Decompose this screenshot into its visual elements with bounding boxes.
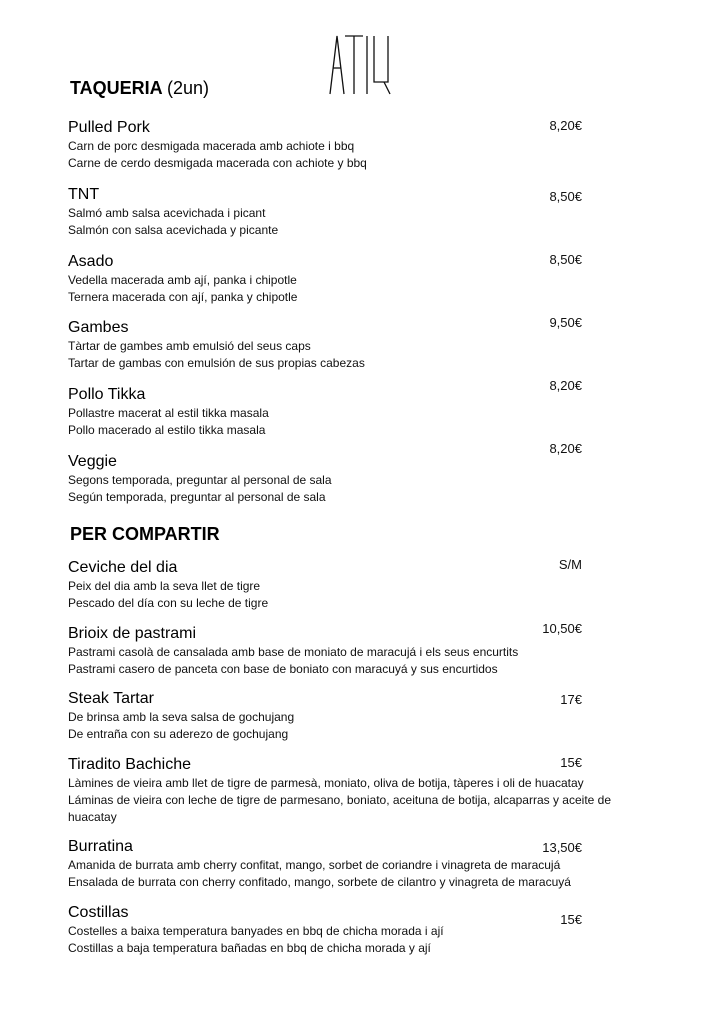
item-price: 10,50€ — [542, 621, 582, 636]
item-desc-es: Pastrami casero de panceta con base de boniato con maracuyá y sus encurtidos — [68, 662, 498, 676]
item-price: S/M — [558, 557, 582, 572]
item-price: 8,20€ — [549, 118, 582, 133]
item-desc-es: Ensalada de burrata con cherry confitado, mango, sorbete de cilantro y vinagreta de maracuyá — [68, 875, 571, 889]
item-name: Steak Tartar — [68, 690, 154, 707]
item-desc-ca: Costelles a baixa temperatura banyades en bbq de chicha morada i ají — [68, 924, 444, 938]
item-name: Gambes — [68, 319, 129, 336]
item-price: 8,20€ — [549, 378, 582, 393]
item-desc-es: Carne de cerdo desmigada macerada con achiote y bbq — [68, 156, 367, 170]
atiq-logo — [328, 34, 394, 96]
item-desc-ca: Pastrami casolà de cansalada amb base de moniato de maracujá i els seus encurtits — [68, 645, 519, 659]
section-quantity: (2un) — [167, 78, 210, 98]
item-name: TNT — [68, 186, 100, 203]
item-price: 15€ — [560, 912, 582, 927]
item-desc-ca: Pollastre macerat al estil tikka masala — [68, 406, 269, 420]
item-desc-es: Tartar de gambas con emulsión de sus propias cabezas — [68, 356, 365, 370]
item-name: Costillas — [68, 904, 129, 921]
menu-item-veggie — [68, 452, 668, 506]
item-desc-ca: Làmines de vieira amb llet de tigre de parmesà, moniato, oliva de botija, tàperes i oli de huacatay — [68, 776, 584, 790]
item-desc-ca: Amanida de burrata amb cherry confitat, mango, sorbet de coriandre i vinagreta de maracujá — [68, 858, 561, 872]
item-desc-es: Según temporada, preguntar al personal de sala — [68, 490, 326, 504]
item-desc-es: Pescado del día con su leche de tigre — [68, 596, 269, 610]
item-name: Ceviche del dia — [68, 559, 178, 576]
item-price: 13,50€ — [542, 840, 582, 855]
item-name: Brioix de pastrami — [68, 625, 197, 642]
item-desc-es: Pollo macerado al estilo tikka masala — [68, 423, 266, 437]
item-desc-es: Costillas a baja temperatura bañadas en bbq de chicha morada y ají — [68, 941, 431, 955]
logo-mark — [328, 34, 394, 96]
item-name: Pulled Pork — [68, 119, 150, 136]
item-desc-ca: De brinsa amb la seva salsa de gochujang — [68, 710, 295, 724]
item-price: 9,50€ — [549, 315, 582, 330]
item-name: Pollo Tikka — [68, 386, 146, 403]
menu-item-pollo-tikka — [68, 385, 668, 439]
item-name: Veggie — [68, 453, 117, 470]
item-price: 15€ — [560, 755, 582, 770]
section-title-per-compartir: PER COMPARTIR — [70, 524, 220, 544]
item-desc-ca: Segons temporada, preguntar al personal de sala — [68, 473, 332, 487]
item-desc-ca: Vedella macerada amb ají, panka i chipotle — [68, 273, 297, 287]
item-price: 8,50€ — [549, 189, 582, 204]
item-name: Burratina — [68, 838, 133, 855]
item-name: Asado — [68, 253, 114, 270]
item-desc-ca: Peix del dia amb la seva llet de tigre — [68, 579, 261, 593]
item-price: 8,50€ — [549, 252, 582, 267]
item-name: Tiradito Bachiche — [68, 756, 192, 773]
item-desc-ca: Tàrtar de gambes amb emulsió del seus caps — [68, 339, 311, 353]
item-desc-ca: Salmó amb salsa acevichada i picant — [68, 206, 266, 220]
section-title-taqueria: TAQUERIA (2un) — [70, 78, 210, 98]
item-price: 17€ — [560, 692, 582, 707]
item-desc-es: Ternera macerada con ají, panka y chipotle — [68, 290, 298, 304]
item-desc-es: De entraña con su aderezo de gochujang — [68, 727, 289, 741]
item-desc-es: Salmón con salsa acevichada y picante — [68, 223, 279, 237]
item-desc-ca: Carn de porc desmigada macerada amb achiote i bbq — [68, 139, 355, 153]
item-desc-es: Láminas de vieira con leche de tigre de parmesano, boniato, aceituna de botija, alcaparras y aceite de huacatay — [68, 793, 612, 824]
item-price: 8,20€ — [549, 441, 582, 456]
